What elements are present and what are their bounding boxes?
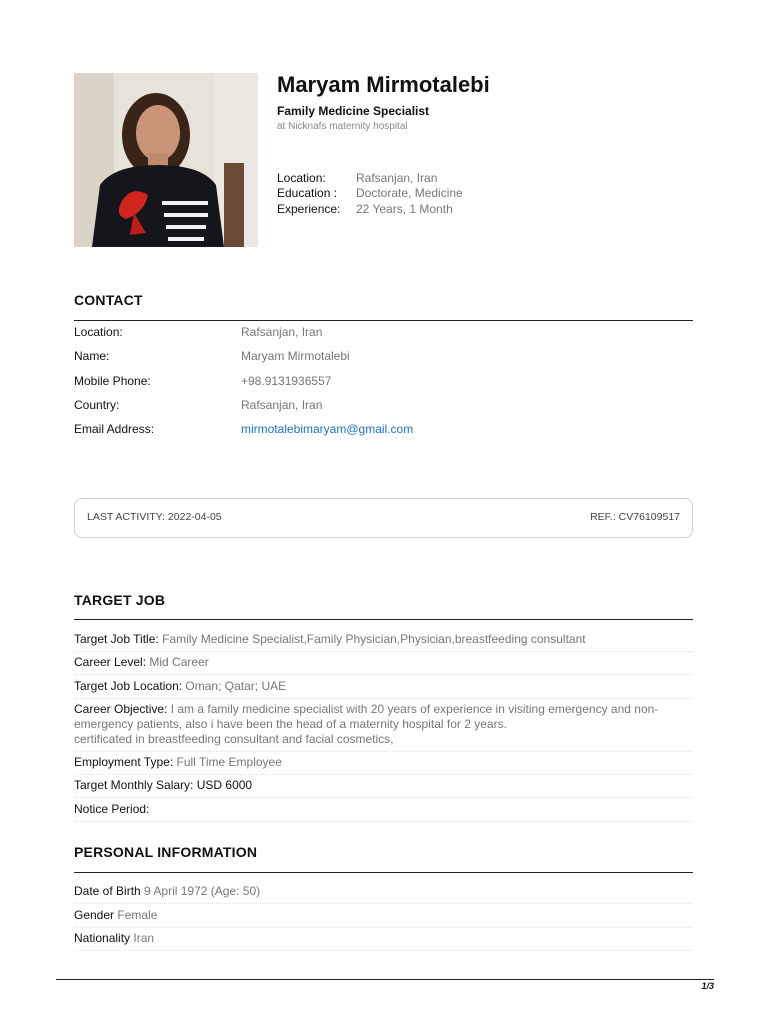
field-label: Target Monthly Salary: bbox=[74, 778, 194, 792]
employment-type-row bbox=[74, 755, 693, 775]
detail-label: Education : bbox=[277, 186, 338, 200]
career-objective-row bbox=[74, 702, 693, 752]
detail-label: Experience: bbox=[277, 202, 341, 216]
email-link[interactable]: mirmotalebimaryam@gmail.com bbox=[241, 422, 414, 436]
field-value: Iran bbox=[133, 931, 155, 945]
footer-divider bbox=[56, 979, 714, 980]
contact-label: Name: bbox=[74, 349, 110, 363]
contact-section-title: CONTACT bbox=[74, 292, 143, 308]
contact-label: Country: bbox=[74, 398, 120, 412]
page-number: 1/3 bbox=[701, 981, 714, 991]
field-label: Date of Birth bbox=[74, 884, 141, 898]
personal-info-section-title: PERSONAL INFORMATION bbox=[74, 844, 258, 860]
field-label: Employment Type: bbox=[74, 755, 174, 769]
target-job-location-row bbox=[74, 679, 693, 699]
contact-value: +98.9131936557 bbox=[241, 374, 332, 388]
field-label: Career Level: bbox=[74, 655, 147, 669]
detail-value: Rafsanjan, Iran bbox=[356, 171, 438, 185]
last-activity-text: LAST ACTIVITY: 2022-04-05 bbox=[87, 511, 222, 523]
career-level-row bbox=[74, 655, 693, 675]
target-salary-row bbox=[74, 778, 693, 798]
detail-value: Doctorate, Medicine bbox=[356, 186, 463, 200]
field-value: Family Medicine Specialist,Family Physician,Physician,breastfeeding consultant bbox=[162, 632, 586, 646]
field-label: Nationality bbox=[74, 931, 131, 945]
target-job-title-row bbox=[74, 632, 693, 652]
field-label: Target Job Location: bbox=[74, 679, 183, 693]
contact-label: Location: bbox=[74, 325, 123, 339]
field-label: Notice Period: bbox=[74, 802, 150, 816]
field-label: Target Job Title: bbox=[74, 632, 159, 646]
field-value: Mid Career bbox=[149, 655, 209, 669]
nationality-row bbox=[74, 931, 693, 951]
contact-label: Email Address: bbox=[74, 422, 155, 436]
contact-label: Mobile Phone: bbox=[74, 374, 151, 388]
section-divider bbox=[74, 872, 693, 873]
field-value: 9 April 1972 (Age: 50) bbox=[144, 884, 261, 898]
field-value: USD 6000 bbox=[196, 778, 253, 792]
field-value: Female bbox=[117, 908, 158, 922]
field-value: Full Time Employee bbox=[176, 755, 282, 769]
job-title: Family Medicine Specialist bbox=[277, 104, 430, 118]
date-of-birth-row bbox=[74, 884, 693, 904]
field-value: I am a family medicine specialist with 20 years of experience in visiting emergency and non-emergency patients, also i have been the head of a maternity hospital for 2 years. bbox=[74, 702, 659, 731]
field-label: Career Objective: bbox=[74, 702, 168, 716]
detail-label: Location: bbox=[277, 171, 326, 185]
target-job-section-title: TARGET JOB bbox=[74, 592, 166, 608]
portrait-image bbox=[74, 73, 258, 247]
field-value-continued: certificated in breastfeeding consultant and facial cosmetics, bbox=[74, 732, 394, 746]
section-divider bbox=[74, 619, 693, 620]
activity-box bbox=[74, 498, 693, 538]
candidate-name: Maryam Mirmotalebi bbox=[277, 72, 490, 97]
contact-value: Rafsanjan, Iran bbox=[241, 398, 323, 412]
contact-value: Maryam Mirmotalebi bbox=[241, 349, 350, 363]
employer-text: at Nicknafs maternity hospital bbox=[277, 121, 408, 132]
notice-period-row bbox=[74, 802, 693, 822]
reference-number: REF.: CV76109517 bbox=[590, 511, 680, 523]
field-label: Gender bbox=[74, 908, 115, 922]
contact-value: Rafsanjan, Iran bbox=[241, 325, 323, 339]
section-divider bbox=[74, 320, 693, 321]
gender-row bbox=[74, 908, 693, 928]
profile-photo bbox=[74, 73, 258, 247]
detail-value: 22 Years, 1 Month bbox=[356, 202, 453, 216]
field-value: Oman; Qatar; UAE bbox=[185, 679, 287, 693]
